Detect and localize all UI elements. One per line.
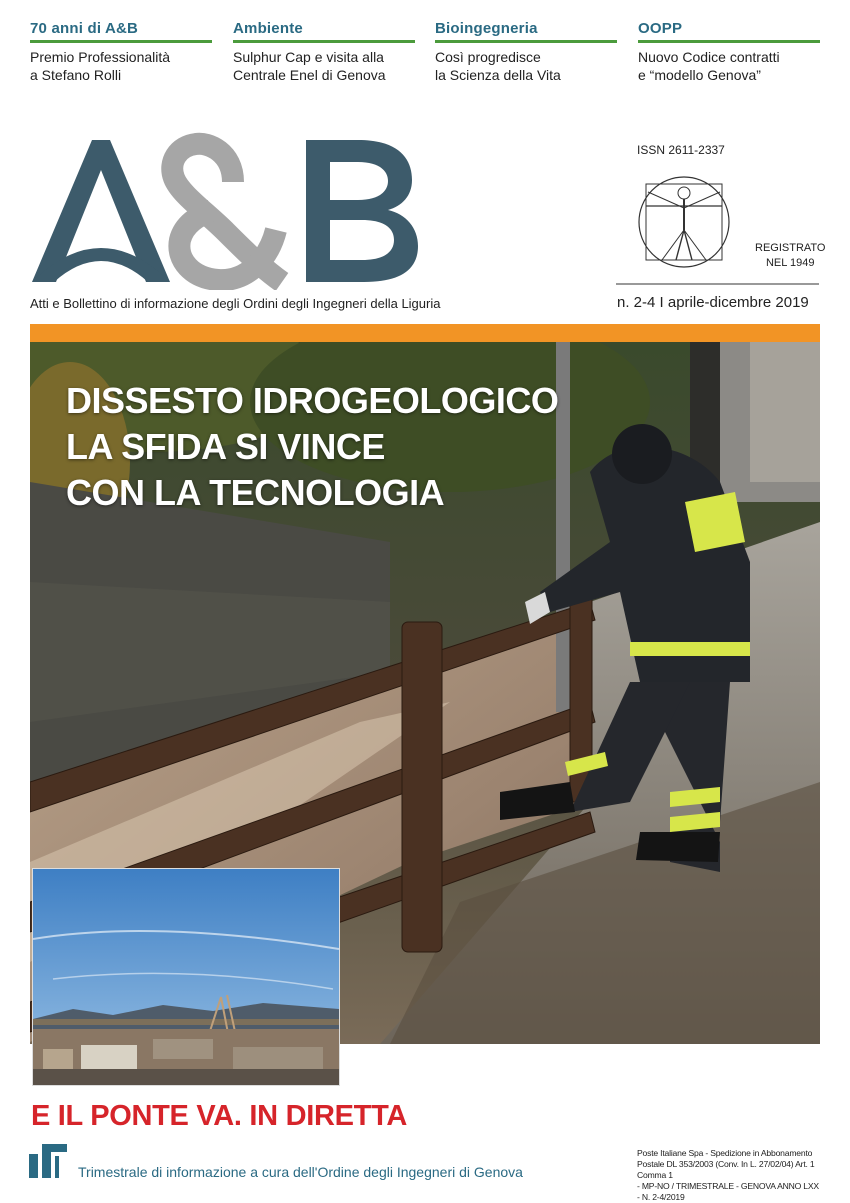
section-line: Premio Professionalità bbox=[30, 49, 171, 65]
cover-headline bbox=[66, 378, 558, 516]
registered-line: REGISTRATO bbox=[755, 242, 826, 254]
postal-line: Poste Italiane Spa - Spedizione in Abbonamento bbox=[637, 1148, 813, 1158]
section-description bbox=[435, 48, 617, 84]
top-section-anniversary[interactable] bbox=[30, 20, 212, 84]
masthead-subtitle: Atti e Bollettino di informazione degli Ordini degli Ingegneri della Liguria bbox=[30, 296, 441, 311]
top-section-oopp[interactable] bbox=[638, 20, 820, 84]
issue-number: n. 2-4 I aprile-dicembre 2019 bbox=[617, 294, 809, 311]
headline-line: DISSESTO IDROGEOLOGICO bbox=[66, 380, 559, 421]
registered-note bbox=[755, 241, 826, 271]
section-line: a Stefano Rolli bbox=[30, 67, 122, 83]
section-category: OOPP bbox=[638, 20, 820, 43]
registered-line: NEL 1949 bbox=[765, 257, 815, 269]
section-category: Bioingegneria bbox=[435, 20, 617, 43]
section-description bbox=[30, 48, 212, 84]
postal-line: - MP-NO / TRIMESTRALE - GENOVA ANNO LXX - N. 2-4/2019 bbox=[637, 1181, 819, 1202]
headline-line: CON LA TECNOLOGIA bbox=[66, 472, 445, 513]
vitruvian-man-icon bbox=[634, 170, 734, 270]
divider bbox=[616, 283, 819, 285]
section-line: e “modello Genova” bbox=[638, 67, 761, 83]
section-line: Così progredisce bbox=[435, 49, 541, 65]
postal-line: Postale DL 353/2003 (Conv. In L. 27/02/04) Art. 1 Comma 1 bbox=[637, 1159, 815, 1180]
section-line: la Scienza della Vita bbox=[435, 67, 561, 83]
issn-number: ISSN 2611-2337 bbox=[637, 143, 725, 157]
section-line: Centrale Enel di Genova bbox=[233, 67, 386, 83]
org-tagline: Trimestrale di informazione a cura dell'Ordine degli Ingegneri di Genova bbox=[78, 1164, 523, 1180]
section-line: Nuovo Codice contratti bbox=[638, 49, 780, 65]
section-category: 70 anni di A&B bbox=[30, 20, 212, 43]
top-section-bioingegneria[interactable] bbox=[435, 20, 617, 84]
section-category: Ambiente bbox=[233, 20, 415, 43]
bridge-inset-photo bbox=[32, 868, 340, 1086]
section-description bbox=[638, 48, 820, 84]
postal-notice bbox=[637, 1148, 822, 1203]
section-line: Sulphur Cap e visita alla bbox=[233, 49, 384, 65]
ordine-ingegneri-logo bbox=[29, 1142, 69, 1180]
orange-divider-bar bbox=[30, 324, 820, 342]
headline-line: LA SFIDA SI VINCE bbox=[66, 426, 385, 467]
section-description bbox=[233, 48, 415, 84]
secondary-headline: E IL PONTE VA. IN DIRETTA bbox=[31, 1100, 407, 1132]
top-section-ambiente[interactable] bbox=[233, 20, 415, 84]
ab-logo bbox=[28, 132, 420, 290]
